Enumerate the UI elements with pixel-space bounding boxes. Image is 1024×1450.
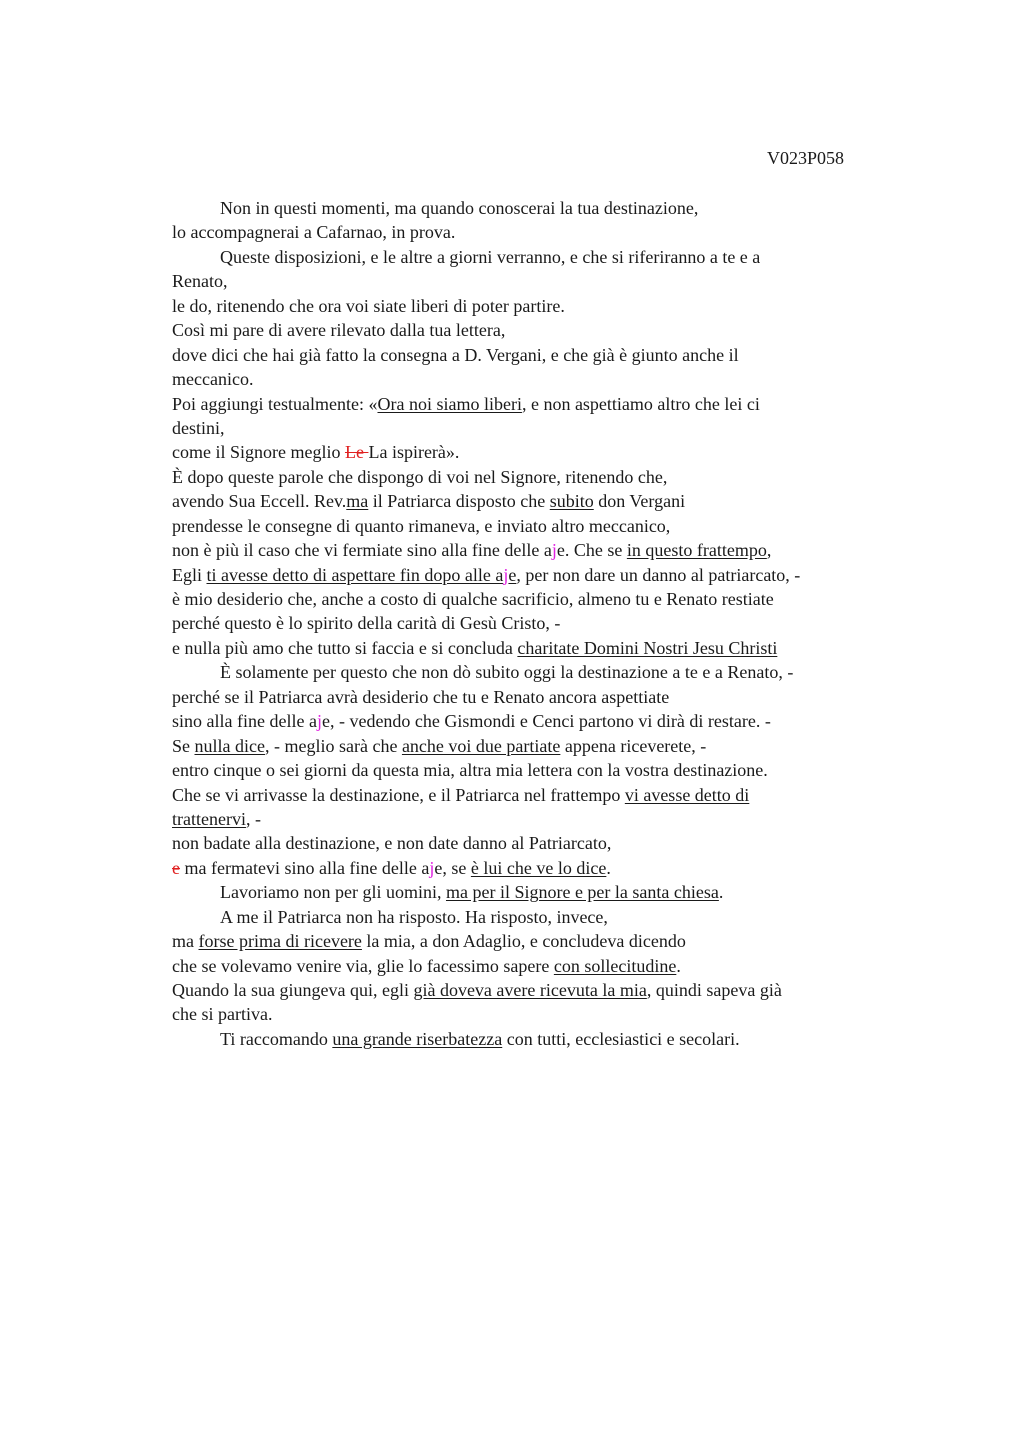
text-segment: la mia, a don Adaglio, e concludeva dicendo — [361, 931, 686, 952]
underlined-text: con sollecitudine — [553, 955, 677, 976]
text-segment: dove dici che hai già fatto la consegna a D. Vergani, e che già è giunto anche il — [172, 344, 739, 365]
letter-line — [172, 856, 892, 880]
text-segment: il Patriarca disposto che — [368, 491, 550, 512]
letter-line — [172, 343, 892, 367]
text-segment: destini, — [172, 417, 225, 438]
letter-line — [172, 905, 892, 929]
text-segment: , — [766, 540, 772, 561]
text-segment: come il Signore meglio — [172, 442, 345, 463]
text-segment: ma fermatevi sino alla fine delle a — [180, 857, 430, 878]
letter-line — [172, 196, 892, 220]
letter-line — [172, 831, 892, 855]
text-segment: che si partiva. — [172, 1004, 273, 1025]
letter-line — [172, 734, 892, 758]
text-segment: Renato, — [172, 271, 228, 292]
text-segment: prendesse le consegne di quanto rimaneva, e inviato altro meccanico, — [172, 515, 671, 536]
text-segment: , per non dare un danno al patriarcato, - — [516, 564, 801, 585]
letter-line — [172, 269, 892, 293]
letter-line — [172, 685, 892, 709]
underlined-text: charitate Domini Nostri Jesu Christi — [517, 637, 778, 658]
text-segment: . — [718, 882, 724, 903]
text-segment: perché questo è lo spirito della carità di Gesù Cristo, - — [172, 613, 561, 634]
letter-line — [172, 929, 892, 953]
underlined-text: ma per il Signore e per la santa chiesa — [445, 882, 719, 903]
text-segment: meccanico. — [172, 369, 254, 390]
text-segment: non è più il caso che vi fermiate sino alla fine delle a — [172, 540, 552, 561]
text-segment: ma — [172, 931, 199, 952]
text-segment: A me il Patriarca non ha risposto. Ha risposto, invece, — [220, 906, 608, 927]
text-segment: e. Che se — [556, 540, 627, 561]
text-segment: e nulla più amo che tutto si faccia e si concluda — [172, 637, 518, 658]
letter-line — [172, 660, 892, 684]
letter-line — [172, 245, 892, 269]
text-segment: , - — [245, 808, 261, 829]
underlined-text: e — [508, 564, 517, 585]
text-segment: Quando la sua giungeva qui, egli — [172, 980, 414, 1000]
letter-line — [172, 611, 892, 635]
text-segment: Che se vi arrivasse la destinazione, e il Patriarca nel frattempo — [172, 784, 625, 805]
underlined-text: già doveva avere ricevuta la mia — [413, 980, 647, 1000]
underlined-text: ma — [346, 491, 369, 512]
underlined-text: Ora noi siamo liberi — [377, 393, 522, 414]
letter-line — [172, 880, 892, 904]
deleted-text: e — [172, 857, 180, 878]
underlined-text: nulla dice — [194, 735, 265, 756]
text-segment: Non in questi momenti, ma quando conoscerai la tua destinazione, — [220, 198, 699, 218]
letter-body — [172, 196, 892, 1051]
text-segment: lo accompagnerai a Cafarnao, in prova. — [172, 222, 456, 243]
text-segment: Poi aggiungi testualmente: « — [172, 393, 378, 414]
underlined-text: forse prima di ricevere — [198, 931, 362, 952]
text-segment: È dopo queste parole che dispongo di voi nel Signore, ritenendo che, — [172, 466, 668, 487]
letter-line — [172, 514, 892, 538]
underlined-text: subito — [549, 491, 594, 512]
letter-line — [172, 1002, 892, 1026]
text-segment: Lavoriamo non per gli uomini, — [220, 882, 446, 903]
letter-line — [172, 416, 892, 440]
text-segment: Ti raccomando — [220, 1028, 333, 1049]
text-segment: le do, ritenendo che ora voi siate liberi di poter partire. — [172, 295, 565, 316]
text-segment: , - meglio sarà che — [264, 735, 402, 756]
text-segment: Così mi pare di avere rilevato dalla tua lettera, — [172, 320, 506, 341]
text-segment: È solamente per questo che non dò subito oggi la destinazione a te e a Renato, - — [220, 662, 794, 683]
text-segment: entro cinque o sei giorni da questa mia, altra mia lettera con la vostra destinazione. — [172, 760, 768, 781]
text-segment: con tutti, ecclesiastici e secolari. — [502, 1028, 740, 1049]
underlined-text: in questo frattempo — [626, 540, 767, 561]
letter-line — [172, 294, 892, 318]
letter-line — [172, 563, 892, 587]
letter-line — [172, 392, 892, 416]
text-segment: . — [676, 955, 681, 976]
letter-line — [172, 807, 892, 831]
letter-line — [172, 636, 892, 660]
text-segment: sino alla fine delle a — [172, 711, 317, 732]
letter-line — [172, 1027, 892, 1051]
letter-line — [172, 367, 892, 391]
text-segment: e, se — [434, 857, 471, 878]
text-segment: don Vergani — [593, 491, 686, 512]
text-segment: La ispirerà». — [368, 442, 460, 463]
letter-line — [172, 954, 892, 978]
letter-line — [172, 538, 892, 562]
text-segment: non badate alla destinazione, e non date danno al Patriarcato, — [172, 833, 612, 854]
inserted-letter: j — [503, 564, 509, 585]
text-segment: Se — [172, 735, 195, 756]
underlined-text: trattenervi — [172, 808, 246, 829]
underlined-text: ti avesse detto di aspettare fin dopo alle a — [206, 564, 504, 585]
letter-line — [172, 220, 892, 244]
underlined-text: vi avesse detto di — [624, 784, 750, 805]
inserted-letter: j — [429, 857, 435, 878]
text-segment: e, - vedendo che Gismondi e Cenci partono vi dirà di restare. - — [321, 711, 771, 732]
letter-line — [172, 318, 892, 342]
underlined-text: anche voi due partiate — [401, 735, 561, 756]
inserted-letter: j — [316, 711, 322, 732]
text-segment: . — [606, 857, 611, 878]
inserted-letter: j — [551, 540, 557, 561]
text-segment: è mio desiderio che, anche a costo di qualche sacrificio, almeno tu e Renato restiate — [172, 589, 774, 609]
text-segment: appena riceverete, - — [560, 735, 707, 756]
letter-line — [172, 758, 892, 782]
text-segment: avendo Sua Eccell. Rev. — [172, 491, 347, 512]
deleted-text: Le — [344, 442, 369, 463]
letter-line — [172, 783, 892, 807]
text-segment: perché se il Patriarca avrà desiderio che tu e Renato ancora aspettiate — [172, 686, 670, 707]
text-segment: Egli — [172, 564, 207, 585]
text-segment: Queste disposizioni, e le altre a giorni verranno, e che si riferiranno a te e a — [220, 246, 761, 267]
text-segment: , quindi sapeva già — [646, 980, 782, 1000]
letter-line — [172, 440, 892, 464]
letter-line — [172, 489, 892, 513]
letter-line — [172, 465, 892, 489]
text-segment: che se volevamo venire via, glie lo facessimo sapere — [172, 955, 554, 976]
letter-line — [172, 587, 892, 611]
letter-line — [172, 709, 892, 733]
letter-line — [172, 978, 892, 1002]
underlined-text: una grande riserbatezza — [332, 1028, 503, 1049]
underlined-text: è lui che ve lo dice — [470, 857, 607, 878]
text-segment: , e non aspettiamo altro che lei ci — [521, 393, 760, 414]
page-identifier: V023P058 — [766, 148, 844, 168]
